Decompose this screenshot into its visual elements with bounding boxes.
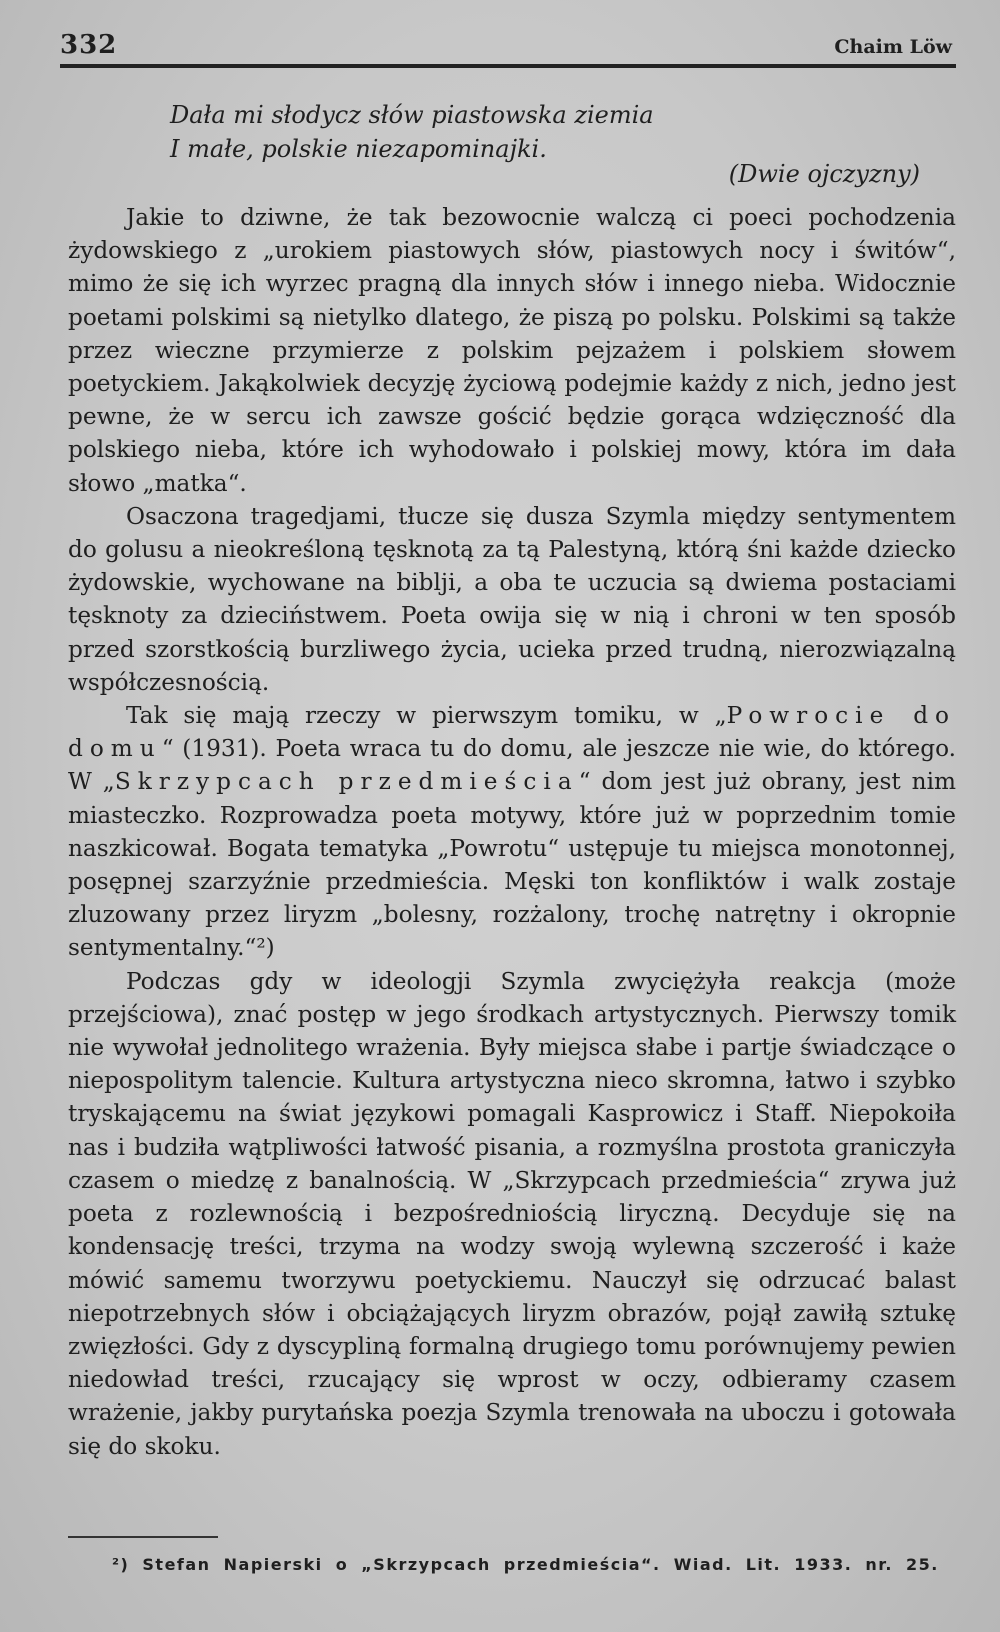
running-head: [60, 28, 952, 68]
epigraph-verse: [170, 98, 770, 166]
header-rule: [60, 64, 956, 68]
paragraph: Osaczona tragedjami, tłucze się dusza Szymla między sentymentem do golusu a nieokreśloną tęsknotą za tą Palestyną, którą śni każde dziecko żydowskie, wychowane na biblji, a oba te uczucia są dwiema postaciami tęsknoty za dzieciństwem. Poeta owija się w nią i chroni w ten sposób przed szorstkością burzliwego życia, ucieka przed trudną, nierozwiązalną współczesnością.: [68, 502, 956, 696]
book-title-spaced: Powrocie do domu: [68, 702, 956, 763]
paragraph: Podczas gdy w ideologji Szymla zwyciężyła reakcja (może przejściowa), znać postęp w jego środkach artystycznych. Pierwszy tomik nie wywołał jednolitego wrażenia. Były miejsca słabe i partje świadczące o niepospolitym talencie. Kultura artystyczna nieco skromna, łatwo i szybko tryskającemu na świat językowi pomagali Kasprowicz i Staff. Niepokoiła nas i budziła wątpliwości łatwość pisania, a rozmyślna prostota graniczyła czasem o miedzę z banalnością. W „Skrzypcach przedmieścia“ zrywa już poeta z rozlewnością i bezpośredniością liryczną. Decyduje się na kondensację treści, trzyma na wodzy swoją wylewną szczerość i każe mówić samemu tworzywu poetyckiemu. Nauczył się odrzucać balast niepotrzebnych słów i obciążających liryzm obrazów, pojął zawiłą sztukę zwięzłości. Gdy z dyscypliną formalną drugiego tomu porównujemy pewien niedowład treści, rzucający się wprost w oczy, odbieramy czasem wrażenie, jakby purytańska poezja Szymla trenowała na uboczu i gotowała się do skoku.: [68, 967, 956, 1460]
body-text: [68, 201, 956, 1463]
paragraph: [68, 699, 956, 965]
footnote-rule: [68, 1536, 218, 1538]
paragraph: Jakie to dziwne, że tak bezowocnie walczą ci poeci pochodzenia żydowskiego z „urokiem piastowych słów, piastowych nocy i świtów“, mimo że się ich wyrzec pragną dla innych słów i innego nieba. Widocznie poetami polskimi są nietylko dlatego, że piszą po polsku. Polskimi są także przez wieczne przymierze z polskim pejzażem i polskiem słowem poetyckiem. Jakąkolwiek decyzję życiową podejmie każdy z nich, jedno jest pewne, że w sercu ich zawsze gościć będzie gorąca wdzięczność dla polskiego nieba, które ich wyhodowało i polskiej mowy, która im dała słowo „matka“.: [68, 204, 956, 497]
paragraph-text: Tak się mają rzeczy w pierwszym tomiku, w „: [126, 702, 727, 730]
running-head-author: Chaim Löw: [834, 36, 952, 58]
verse-line: I małe, polskie niezapominajki.: [170, 135, 547, 163]
verse-line: Dała mi słodycz słów piastowska ziemia: [170, 101, 654, 129]
paragraph-text: “ (1931). Poeta wraca tu do domu, ale jeszcze nie wie, do którego. W „: [68, 735, 956, 796]
footnote: ²) Stefan Napierski o „Skrzypcach przedmieścia“. Wiad. Lit. 1933. nr. 25.: [112, 1555, 939, 1574]
epigraph-source: (Dwie ojczyzny): [728, 160, 920, 188]
book-title-spaced: Skrzypcach przedmieścia: [114, 768, 579, 796]
paragraph-text: “ dom jest już obrany, jest nim miasteczko. Rozprowadza poeta motywy, które już w poprzednim tomie naszkicował. Bogata tematyka „Powrotu“ ustępuje tu miejsca monotonnej, posępnej szarzyźnie przedmieścia. Męski ton konfliktów i walk zostaje zluzowany przez liryzm „bolesny, rozżalony, trochę natrętny i okropnie sentymentalny.“²): [68, 768, 956, 962]
page-number: 332: [60, 30, 118, 60]
